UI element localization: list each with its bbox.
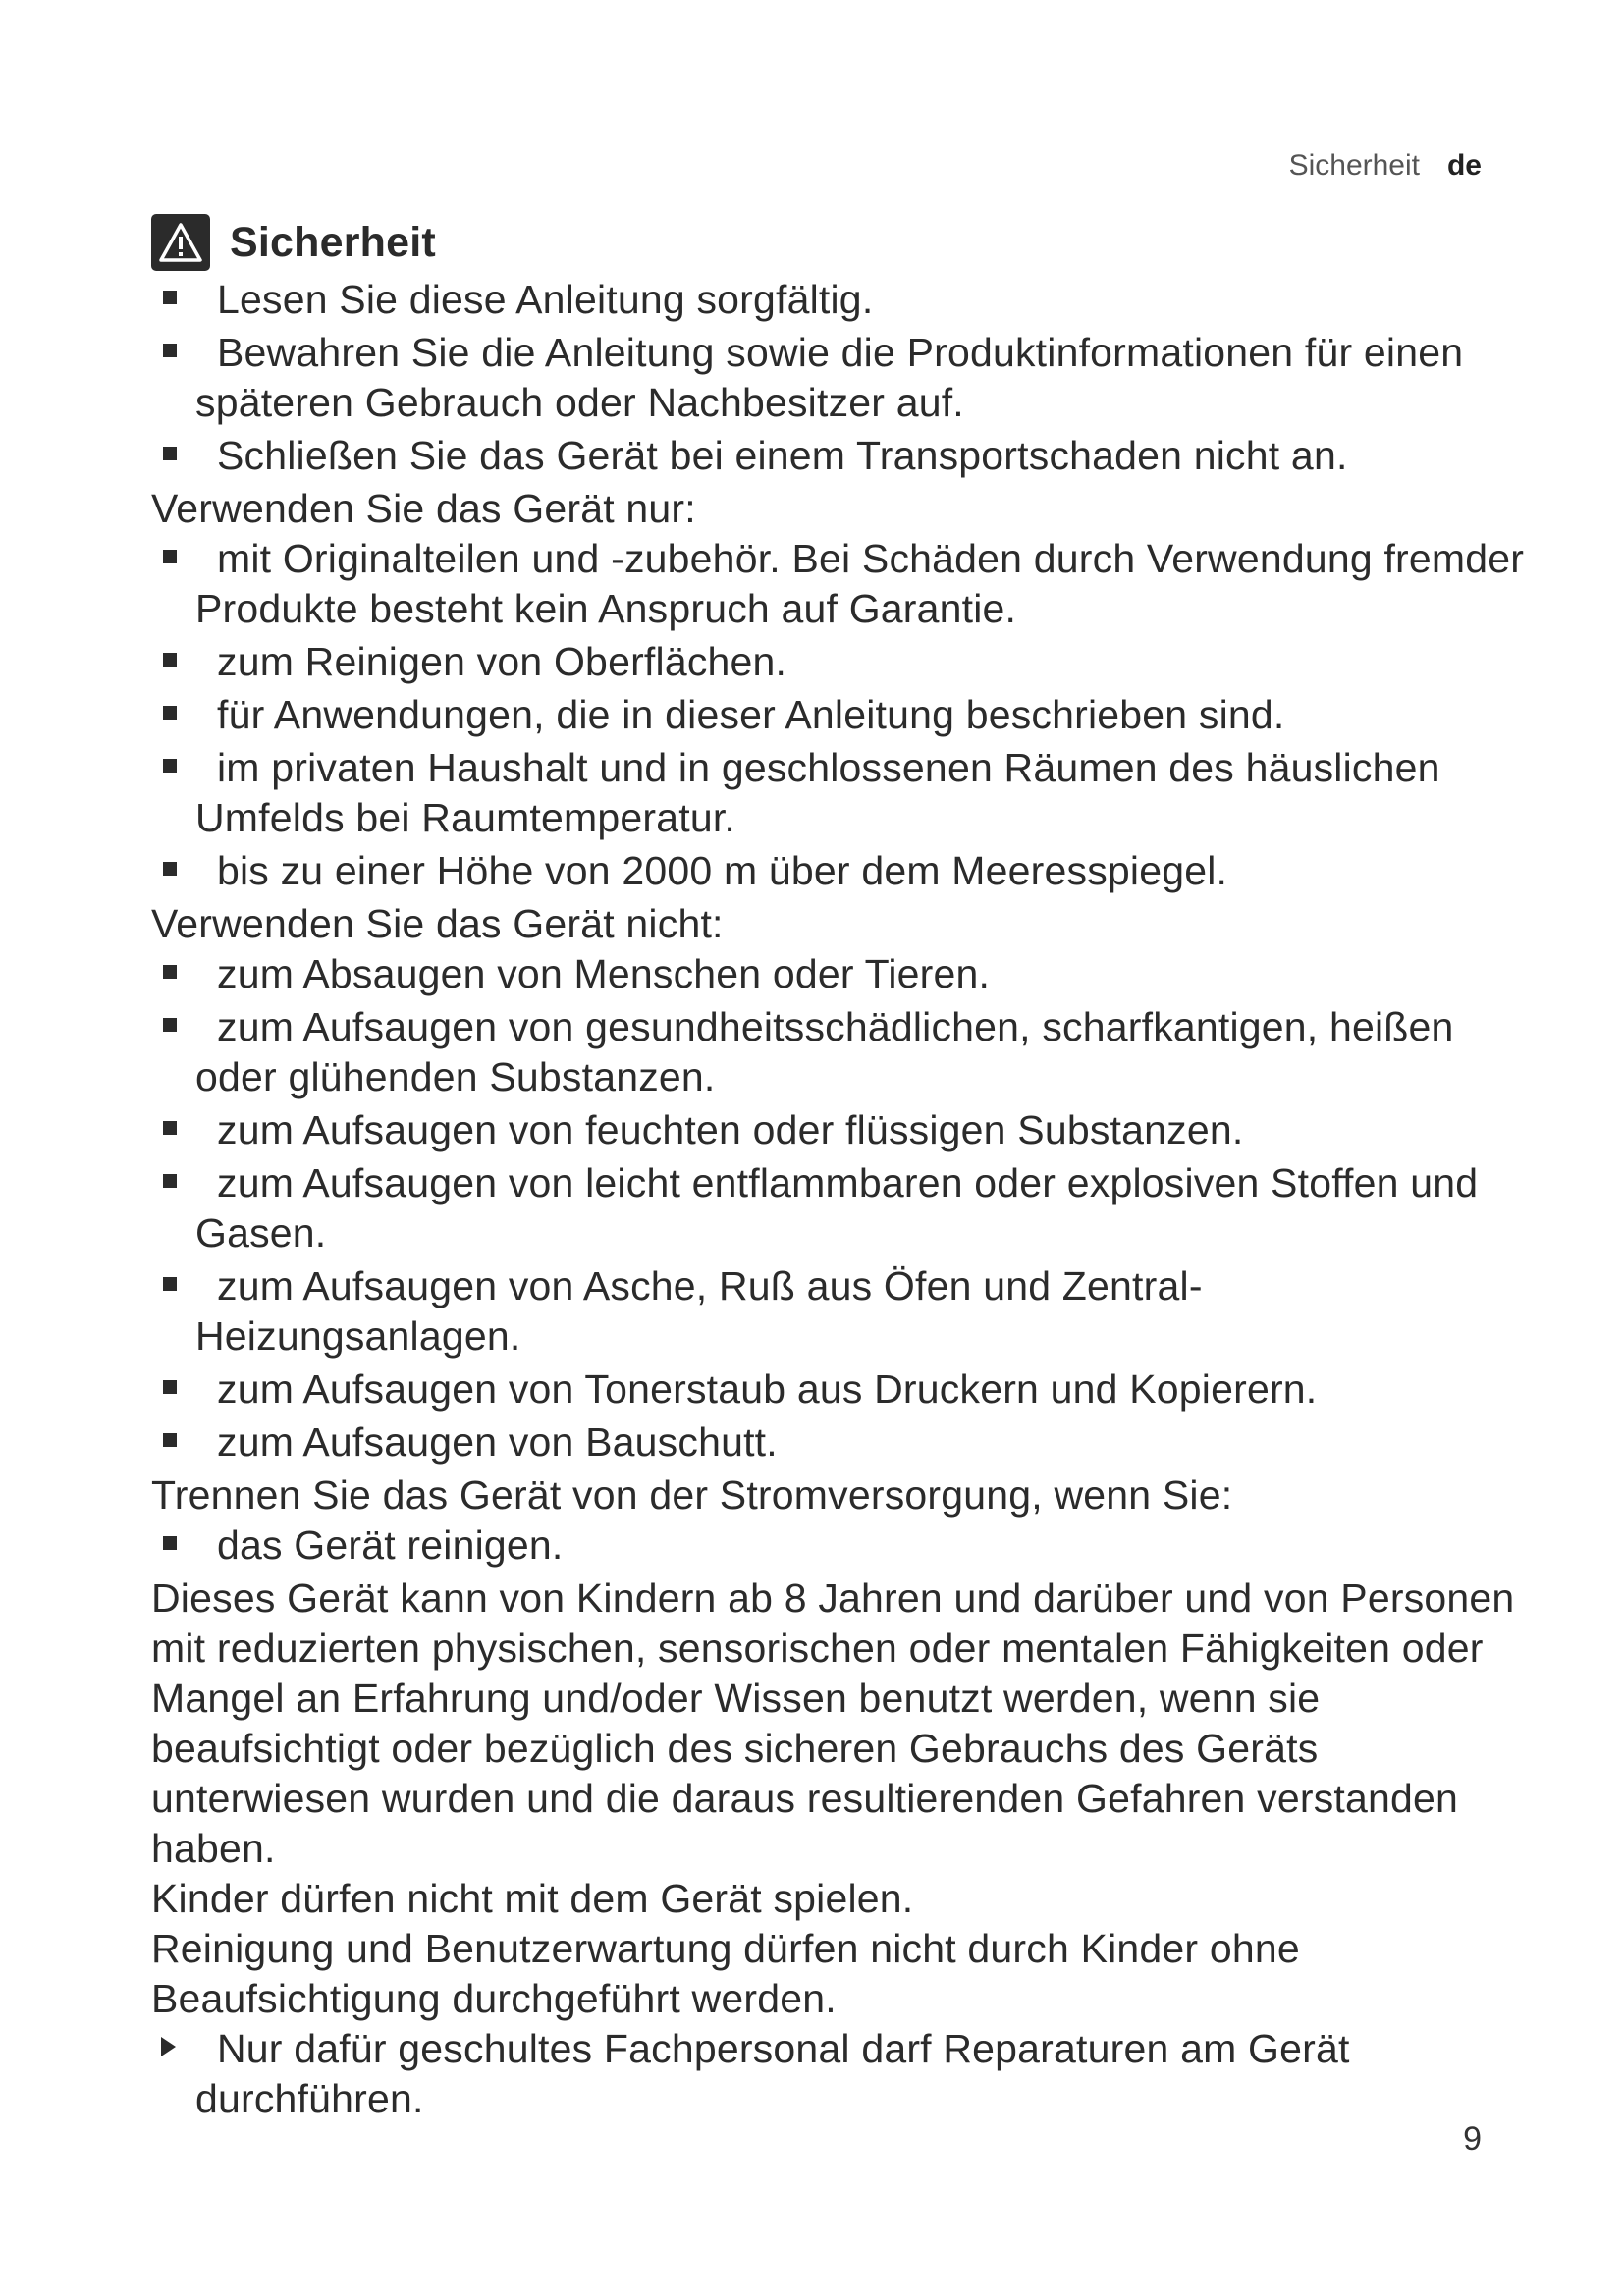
bullet-item bbox=[151, 690, 1526, 740]
item-text: Bewahren Sie die Anleitung sowie die Produktinformationen für einen späteren Gebrauch oder Nachbesitzer auf. bbox=[195, 330, 1464, 425]
paragraph: Verwenden Sie das Gerät nur: bbox=[151, 486, 696, 531]
paragraph: Kinder dürfen nicht mit dem Gerät spielen. bbox=[151, 1876, 914, 1921]
warning-triangle-icon bbox=[151, 214, 210, 271]
square-bullet-icon bbox=[163, 447, 177, 460]
bullet-item bbox=[151, 275, 1526, 325]
bullet-item bbox=[151, 743, 1526, 843]
square-bullet-icon bbox=[163, 1277, 177, 1291]
safety-text bbox=[151, 275, 1526, 2124]
item-text: zum Reinigen von Oberflächen. bbox=[217, 639, 787, 684]
bullet-item bbox=[151, 1158, 1526, 1258]
item-text: im privaten Haushalt und in geschlossenen Räumen des häuslichen Umfelds bei Raumtemperatur. bbox=[195, 745, 1440, 840]
bullet-item bbox=[151, 1261, 1526, 1362]
bullet-item bbox=[151, 1417, 1526, 1468]
square-bullet-icon bbox=[163, 1018, 177, 1032]
section-heading bbox=[151, 214, 1526, 271]
square-bullet-icon bbox=[163, 862, 177, 876]
bullet-item bbox=[151, 1521, 1526, 1571]
bullet-item bbox=[151, 431, 1526, 481]
page-content bbox=[151, 214, 1526, 2127]
bullet-item bbox=[151, 846, 1526, 896]
item-text: zum Aufsaugen von gesundheitsschädlichen, scharfkantigen, heißen oder glühenden Substanzen. bbox=[195, 1004, 1454, 1099]
square-bullet-icon bbox=[163, 965, 177, 979]
paragraph: Verwenden Sie das Gerät nicht: bbox=[151, 901, 724, 946]
running-header bbox=[1289, 149, 1482, 183]
square-bullet-icon bbox=[163, 759, 177, 773]
item-text: Lesen Sie diese Anleitung sorgfältig. bbox=[217, 277, 874, 322]
bullet-item bbox=[151, 1105, 1526, 1155]
item-text: zum Aufsaugen von Tonerstaub aus Druckern und Kopierern. bbox=[217, 1366, 1318, 1412]
bullet-item bbox=[151, 328, 1526, 428]
paragraph: Dieses Gerät kann von Kindern ab 8 Jahren und darüber und von Personen mit reduzierten physischen, sensorischen oder mentalen Fähigkeiten oder Mangel an Erfahrung und/oder Wissen benutzt werden, wenn sie beaufsichtigt oder bezüglich des sicheren Gebrauchs des Geräts unterwiesen wurden und die daraus resultierenden Gefahren verstanden haben. bbox=[151, 1575, 1515, 1871]
item-text: zum Aufsaugen von feuchten oder flüssigen Substanzen. bbox=[217, 1107, 1244, 1152]
bullet-item bbox=[151, 1364, 1526, 1415]
bullet-item bbox=[151, 637, 1526, 687]
page-title: Sicherheit bbox=[230, 218, 436, 266]
action-item bbox=[151, 2024, 1526, 2124]
square-bullet-icon bbox=[163, 344, 177, 357]
square-bullet-icon bbox=[163, 291, 177, 304]
header-language: de bbox=[1446, 149, 1482, 182]
bullet-item bbox=[151, 534, 1526, 634]
square-bullet-icon bbox=[163, 550, 177, 563]
header-section: Sicherheit bbox=[1288, 149, 1420, 182]
item-text: mit Originalteilen und -zubehör. Bei Schäden durch Verwendung fremder Produkte besteht kein Anspruch auf Garantie. bbox=[195, 536, 1525, 631]
item-text: für Anwendungen, die in dieser Anleitung beschrieben sind. bbox=[217, 692, 1285, 737]
item-text: Nur dafür geschultes Fachpersonal darf Reparaturen am Gerät durchführen. bbox=[195, 2026, 1350, 2121]
triangle-bullet-icon bbox=[161, 2037, 176, 2056]
item-text: Schließen Sie das Gerät bei einem Transportschaden nicht an. bbox=[217, 433, 1348, 478]
item-text: zum Aufsaugen von Bauschutt. bbox=[217, 1419, 778, 1465]
bullet-item bbox=[151, 1002, 1526, 1102]
square-bullet-icon bbox=[163, 1380, 177, 1394]
square-bullet-icon bbox=[163, 706, 177, 720]
item-text: das Gerät reinigen. bbox=[217, 1522, 564, 1568]
square-bullet-icon bbox=[163, 1536, 177, 1550]
item-text: bis zu einer Höhe von 2000 m über dem Meeresspiegel. bbox=[217, 848, 1228, 893]
item-text: zum Aufsaugen von Asche, Ruß aus Öfen und Zentral-Heizungsanlagen. bbox=[195, 1263, 1203, 1359]
paragraph: Reinigung und Benutzerwartung dürfen nicht durch Kinder ohne Beaufsichtigung durchgeführt werden. bbox=[151, 1926, 1300, 2021]
paragraph: Trennen Sie das Gerät von der Stromversorgung, wenn Sie: bbox=[151, 1472, 1233, 1518]
item-text: zum Absaugen von Menschen oder Tieren. bbox=[217, 951, 991, 996]
square-bullet-icon bbox=[163, 1433, 177, 1447]
item-text: zum Aufsaugen von leicht entflammbaren oder explosiven Stoffen und Gasen. bbox=[195, 1160, 1479, 1255]
square-bullet-icon bbox=[163, 1174, 177, 1188]
page-number: 9 bbox=[1463, 2120, 1482, 2158]
square-bullet-icon bbox=[163, 653, 177, 667]
bullet-item bbox=[151, 949, 1526, 999]
square-bullet-icon bbox=[163, 1121, 177, 1135]
